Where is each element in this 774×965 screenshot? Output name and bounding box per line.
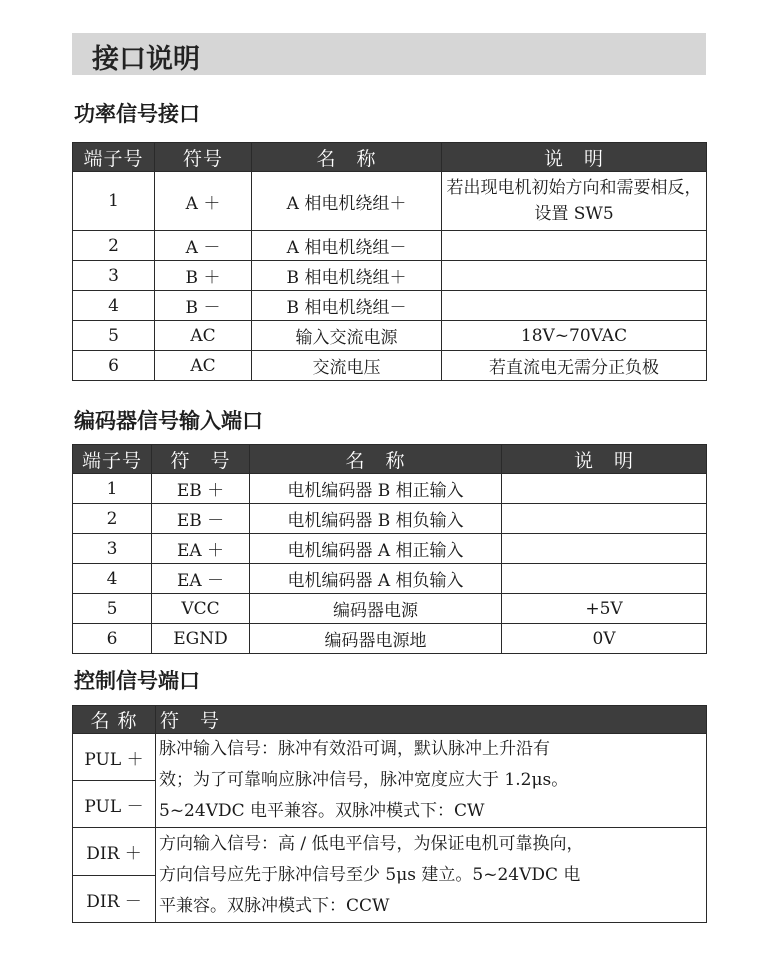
- symbol-cell: B －: [155, 291, 252, 321]
- desc-cell: [502, 504, 707, 534]
- desc-cell: [442, 231, 707, 261]
- terminal-cell: 2: [73, 231, 155, 261]
- desc-line: 脉冲输入信号：脉冲有效沿可调，默认脉冲上升沿有: [159, 739, 550, 759]
- desc-line: 5~24VDC 电平兼容。双脉冲模式下：CW: [159, 801, 485, 821]
- power-section-title: 功率信号接口: [74, 102, 200, 126]
- terminal-cell: 6: [73, 624, 152, 654]
- desc-line: 方向输入信号：高 / 低电平信号，为保证电机可靠换向，: [159, 833, 584, 854]
- power-header-name: 名 称: [252, 143, 442, 172]
- page-title: 接口说明: [92, 44, 200, 75]
- table-row: [73, 231, 707, 261]
- symbol-cell: A －: [155, 231, 252, 261]
- symbol-cell: EA －: [152, 564, 250, 594]
- desc-cell: +5V: [502, 594, 707, 624]
- desc-cell: 若直流电无需分正负极: [442, 351, 707, 381]
- name-cell: 输入交流电源: [252, 321, 442, 351]
- table-row: [73, 321, 707, 351]
- table-row: [73, 564, 707, 594]
- symbol-cell: EB －: [152, 504, 250, 534]
- signal-name-cell: DIR －: [73, 876, 156, 923]
- terminal-cell: 4: [73, 291, 155, 321]
- signal-desc-cell: [156, 734, 707, 828]
- name-cell: 电机编码器 B 相正输入: [250, 474, 502, 504]
- terminal-cell: 5: [73, 321, 155, 351]
- table-row: [73, 504, 707, 534]
- symbol-cell: AC: [155, 351, 252, 381]
- symbol-cell: EB ＋: [152, 474, 250, 504]
- encoder-header-desc: 说 明: [502, 445, 707, 474]
- symbol-cell: A ＋: [155, 172, 252, 231]
- terminal-cell: 6: [73, 351, 155, 381]
- name-cell: 电机编码器 A 相负输入: [250, 564, 502, 594]
- name-cell: A 相电机绕组－: [252, 231, 442, 261]
- terminal-cell: 1: [73, 474, 152, 504]
- symbol-cell: EGND: [152, 624, 250, 654]
- encoder-header-symbol: 符 号: [152, 445, 250, 474]
- desc-line: 效；为了可靠响应脉冲信号，脉冲宽度应大于 1.2μs。: [159, 770, 569, 790]
- table-row: [73, 534, 707, 564]
- signal-desc-cell: [156, 828, 707, 923]
- table-row: [73, 828, 707, 876]
- signal-name-cell: DIR ＋: [73, 828, 156, 876]
- name-cell: 电机编码器 B 相负输入: [250, 504, 502, 534]
- symbol-cell: VCC: [152, 594, 250, 624]
- table-row: [73, 624, 707, 654]
- name-cell: 交流电压: [252, 351, 442, 381]
- control-header-symbol: 符 号: [156, 706, 707, 734]
- desc-cell: [502, 474, 707, 504]
- control-header-name: 名 称: [73, 706, 156, 734]
- power-header-symbol: 符号: [155, 143, 252, 172]
- encoder-header-name: 名 称: [250, 445, 502, 474]
- terminal-cell: 3: [73, 261, 155, 291]
- desc-cell: [442, 261, 707, 291]
- terminal-cell: 5: [73, 594, 152, 624]
- control-header-row: [73, 706, 707, 734]
- name-cell: A 相电机绕组＋: [252, 172, 442, 231]
- desc-cell: [442, 291, 707, 321]
- terminal-cell: 4: [73, 564, 152, 594]
- table-row: [73, 351, 707, 381]
- name-cell: 电机编码器 A 相正输入: [250, 534, 502, 564]
- page-banner: [72, 33, 706, 75]
- signal-name-cell: PUL －: [73, 781, 156, 828]
- desc-line: 平兼容。双脉冲模式下：CCW: [159, 895, 390, 916]
- encoder-table: [72, 444, 707, 654]
- table-row: [73, 261, 707, 291]
- name-cell: 编码器电源: [250, 594, 502, 624]
- desc-cell: [502, 564, 707, 594]
- desc-cell: [502, 534, 707, 564]
- power-table: [72, 142, 707, 381]
- terminal-cell: 3: [73, 534, 152, 564]
- desc-cell: 若出现电机初始方向和需要相反，设置 SW5: [442, 172, 707, 231]
- symbol-cell: AC: [155, 321, 252, 351]
- name-cell: 编码器电源地: [250, 624, 502, 654]
- table-row: [73, 291, 707, 321]
- encoder-header-row: [73, 445, 707, 474]
- symbol-cell: B ＋: [155, 261, 252, 291]
- table-row: [73, 172, 707, 231]
- table-row: [73, 474, 707, 504]
- control-section-title: 控制信号端口: [74, 669, 200, 693]
- desc-cell: 0V: [502, 624, 707, 654]
- table-row: [73, 734, 707, 781]
- encoder-header-terminal: 端子号: [73, 445, 152, 474]
- control-table: [72, 705, 707, 923]
- power-header-terminal: 端子号: [73, 143, 155, 172]
- name-cell: B 相电机绕组－: [252, 291, 442, 321]
- signal-name-cell: PUL ＋: [73, 734, 156, 781]
- symbol-cell: EA ＋: [152, 534, 250, 564]
- power-header-desc: 说 明: [442, 143, 707, 172]
- terminal-cell: 2: [73, 504, 152, 534]
- power-header-row: [73, 143, 707, 172]
- desc-cell: 18V~70VAC: [442, 321, 707, 351]
- desc-line: 方向信号应先于脉冲信号至少 5μs 建立。5~24VDC 电: [159, 864, 581, 885]
- name-cell: B 相电机绕组＋: [252, 261, 442, 291]
- table-row: [73, 594, 707, 624]
- terminal-cell: 1: [73, 172, 155, 231]
- encoder-section-title: 编码器信号输入端口: [74, 409, 263, 433]
